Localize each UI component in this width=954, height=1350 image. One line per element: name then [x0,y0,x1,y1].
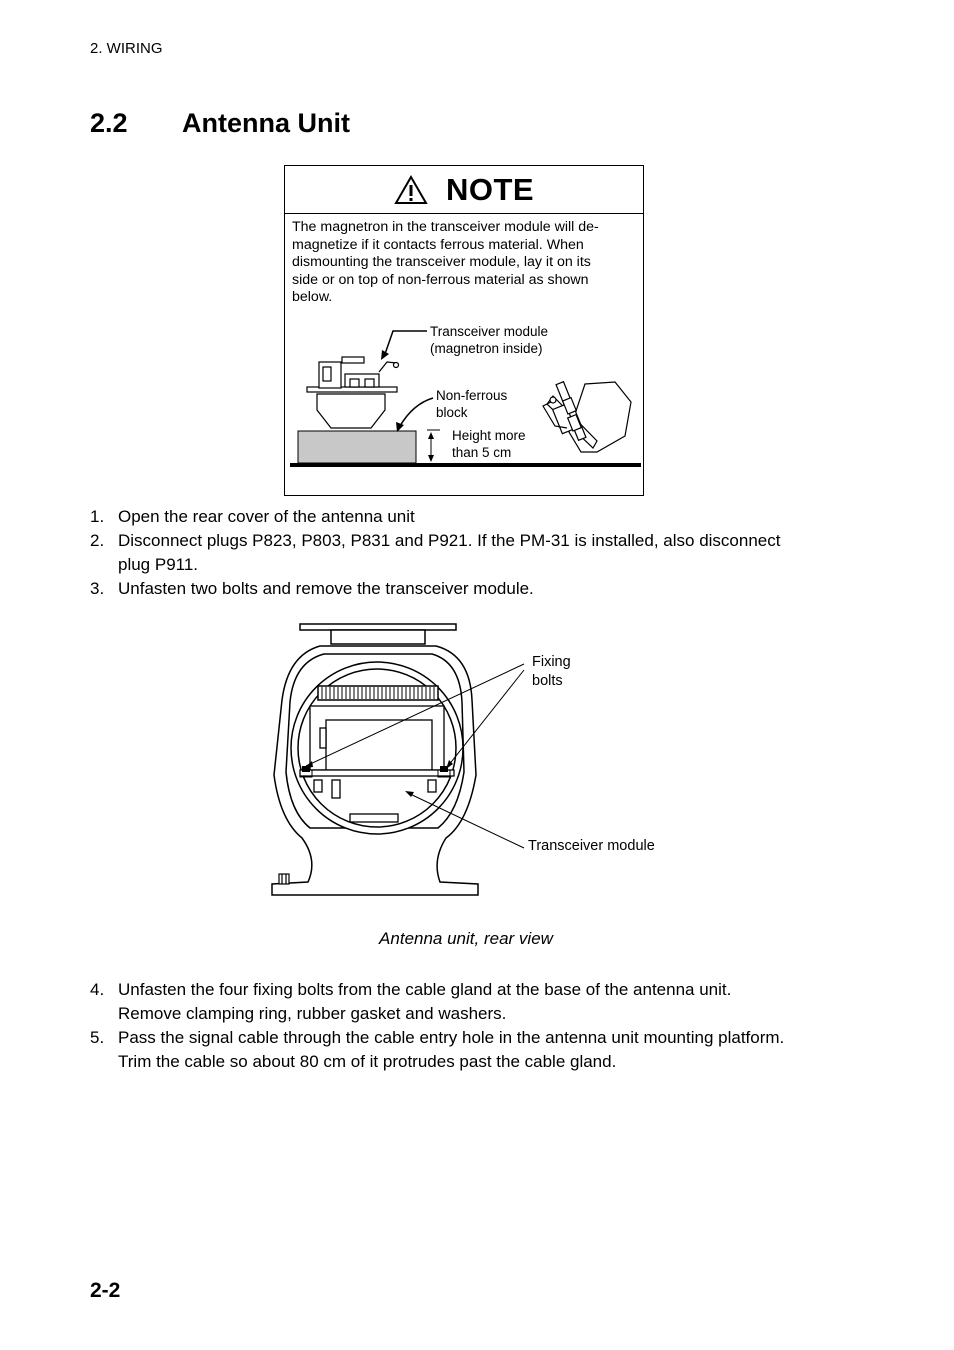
page-number: 2-2 [90,1279,121,1302]
section-number: 2.2 [90,108,128,138]
label-line: Fixing [532,654,571,670]
step-number: 1. [90,507,105,526]
note-text-line: magnetize if it contacts ferrous material. When [292,236,584,253]
label-line: Height more [452,428,526,443]
label-fixing-bolts [532,653,571,691]
label-line: block [436,405,468,420]
label-transceiver-module-rear: Transceiver module [528,838,655,854]
base-bolt [279,874,289,884]
note-label: NOTE [445,171,535,207]
step-text: Unfasten the four fixing bolts from the cable gland at the base of the antenna unit. [118,980,732,999]
step-number: 4. [90,980,105,999]
chapter-header: 2. WIRING [90,40,163,57]
step-text: Disconnect plugs P823, P803, P831 and P921. If the PM-31 is installed, also disconnect [118,531,781,550]
section-title: Antenna Unit [182,108,350,138]
step-text: Unfasten two bolts and remove the transceiver module. [118,579,534,598]
label-line: Non-ferrous [436,388,508,403]
note-text-line: dismounting the transceiver module, lay it on its [292,254,591,270]
figure-caption: Antenna unit, rear view [379,929,553,948]
label-line: than 5 cm [452,445,512,460]
label-line: bolts [532,673,563,689]
note-text-line: The magnetron in the transceiver module will de- [292,219,599,235]
step-text: Remove clamping ring, rubber gasket and washers. [118,1004,507,1023]
step-number: 2. [90,531,105,550]
step-number: 3. [90,579,105,598]
step-text: Trim the cable so about 80 cm of it protrudes past the cable gland. [118,1052,617,1071]
step-text: Pass the signal cable through the cable entry hole in the antenna unit mounting platform. [118,1028,785,1047]
note-text-line: below. [292,289,333,305]
label-line: Transceiver module [430,324,549,339]
step-text: plug P911. [118,555,199,574]
step-number: 5. [90,1028,105,1047]
label-line: (magnetron inside) [430,341,543,356]
step-text: Open the rear cover of the antenna unit [118,507,415,526]
top-flange [300,624,456,630]
note-text-line: side or on top of non-ferrous material as shown [292,271,589,288]
